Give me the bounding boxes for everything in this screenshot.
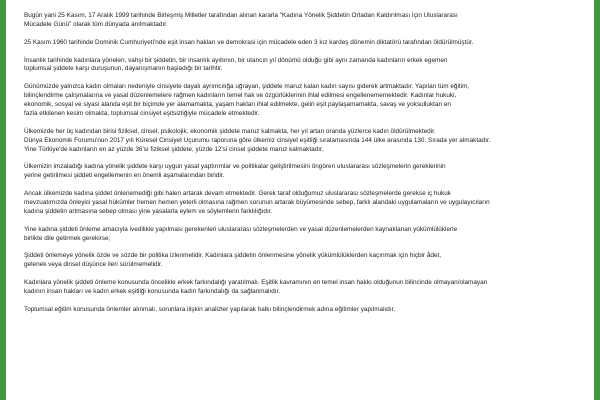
paragraph-10: Kadınlara yönelik şiddeti önleme konusunda öncelikle erkek farkındalığı yaratılmalı. Eşitlik kavramının en temel insan hakkı olduğunun bilincinde olmayan/olamayan kadının insan hakları ve kadın erkek eşitliği konusunda kadın farkındalığı da sağlanmalıdır. bbox=[24, 279, 488, 295]
green-frame-left bbox=[0, 0, 6, 400]
paragraph-1: Bugün yani 25 Kasım, 17 Aralık 1999 tarihinde Birleşmiş Milletler tarafından alınan kararla "Kadına Yönelik Şiddetin Ortadan Kaldırılması İçin Uluslararası Mücadele Günü" olarak tüm dünyada anılmaktadır. bbox=[24, 12, 458, 28]
paragraph-3: İnsanlık tarihinde kadınlara yönelen, vahşi bir şiddetin, bir insanlık ayıbının, bir utancın yıl dönümü olduğu gibi aynı zamanda kadınların erkek egemen toplumsal şiddete karşı duruşunun, dayanışmanın başladığı bir tarihtir. bbox=[24, 56, 448, 73]
paragraph-5: Ülkemizde her üç kadından birisi fiziksel, cinsel, psikolojik, ekonomik şiddete maruz kalmakta, her yıl artan oranda yüzlerce kadın öldürülmektedir. Dünya Ekonomik Forumu'nun 2017 yılı Küresel Cinsiyet Uçurumu raporuna göre ülkemiz cinsiyet eşitliği sıralamasında 144 ülke arasında 130. Sırada yer almaktadır. Yine Türkiye'de kadınların en az yüzde 36'sı fiziksel şiddete, yüzde 12'si cinsel şiddete maruz kalmaktadır. bbox=[24, 127, 491, 153]
paragraph-4: Günümüzde yalnızca kadın olmaları nedeniyle cinsiyete dayalı ayrımcılığa uğrayan, şiddete maruz kalan kadın sayısı giderek artmaktadır. Yapılan tüm eğitim, bilinçlendirme çalışmalarına ve yasal düzenlemelere rağmen kadınların temel hak ve özgürlüklerinin ihlal edilmesi engellenememektedir. Kadınlar hukuki, ekonomik, sosyal ve siyasi alanda eşit bir biçimde yer alamamakta, yaşam hakları ihlal edilmekte, geliri eşit paylaşamamakta, savaş ve yoksulluktan en fazla etkilenen kesim olmakta, toplumsal cinsiyet eşitsizliğiyle mücadele etmektedir. bbox=[24, 83, 470, 117]
document-body bbox=[24, 0, 576, 400]
paragraph-11: Toplumsal eğitim konusunda önlemler alınmalı, sorunlara ilişkin analizler yapılarak halkı bilinçlendirmek adına eğitimler yapılmalıdır. bbox=[24, 305, 396, 313]
paragraph-9: Şiddeti önlemeye yönelik özde ve sözde bir politika izlenmelidir. Kadınlara şiddetin önlenmesine yönelik yükümlülüklerden kaçınmak için hiçbir ådet, gelenek veya dinsel düşünce ileri sürülmemelidir. bbox=[24, 252, 442, 269]
paragraph-7: Ancak ülkemizde kadına şiddet önlenemediği gibi halen artarak devam etmektedir. Gerek taraf olduğumuz uluslararası sözleşmelerde gerekse iç hukuk mevzuatımızda önleyici yasal hükümler hemen hemen yeterli olmasına rağmen sorunun artarak büyümesinde sebep, farklı alandaki uygulamaların ve uygulayıcıların kadına şiddetin artmasına sebep olması yine yasalarla eylem ve söylemlerin farklılığıdır. bbox=[24, 190, 490, 215]
paragraph-8: Yine kadına şiddeti önleme amacıyla ivedilikle yapılması gerekenleri uluslararası sözleşmelerden ve yasal düzenlemelerden kaynaklanan yükümlülüklerle birlikte dile getirmek gerekirse; bbox=[24, 225, 458, 242]
paragraph-2: 25 Kasım 1960 tarihinde Dominik Cumhuriyeti'nde eşit insan hakları ve demokrasi için mücadele eden 3 kız kardeş dönemin diktatörü tarafından öldürülmüştür. bbox=[24, 38, 474, 46]
paragraph-6: Ülkemizin imzaladığı kadına yönelik şiddete karşı uygun yasal yaptırımlar ve politikalar geliştirilmesini öngören uluslararası sözleşmelerin gereklerinin yerine getirilmesi şiddeti engellemenin en önemli aşamalarından biridir. bbox=[24, 163, 446, 180]
green-frame-right bbox=[594, 0, 600, 400]
